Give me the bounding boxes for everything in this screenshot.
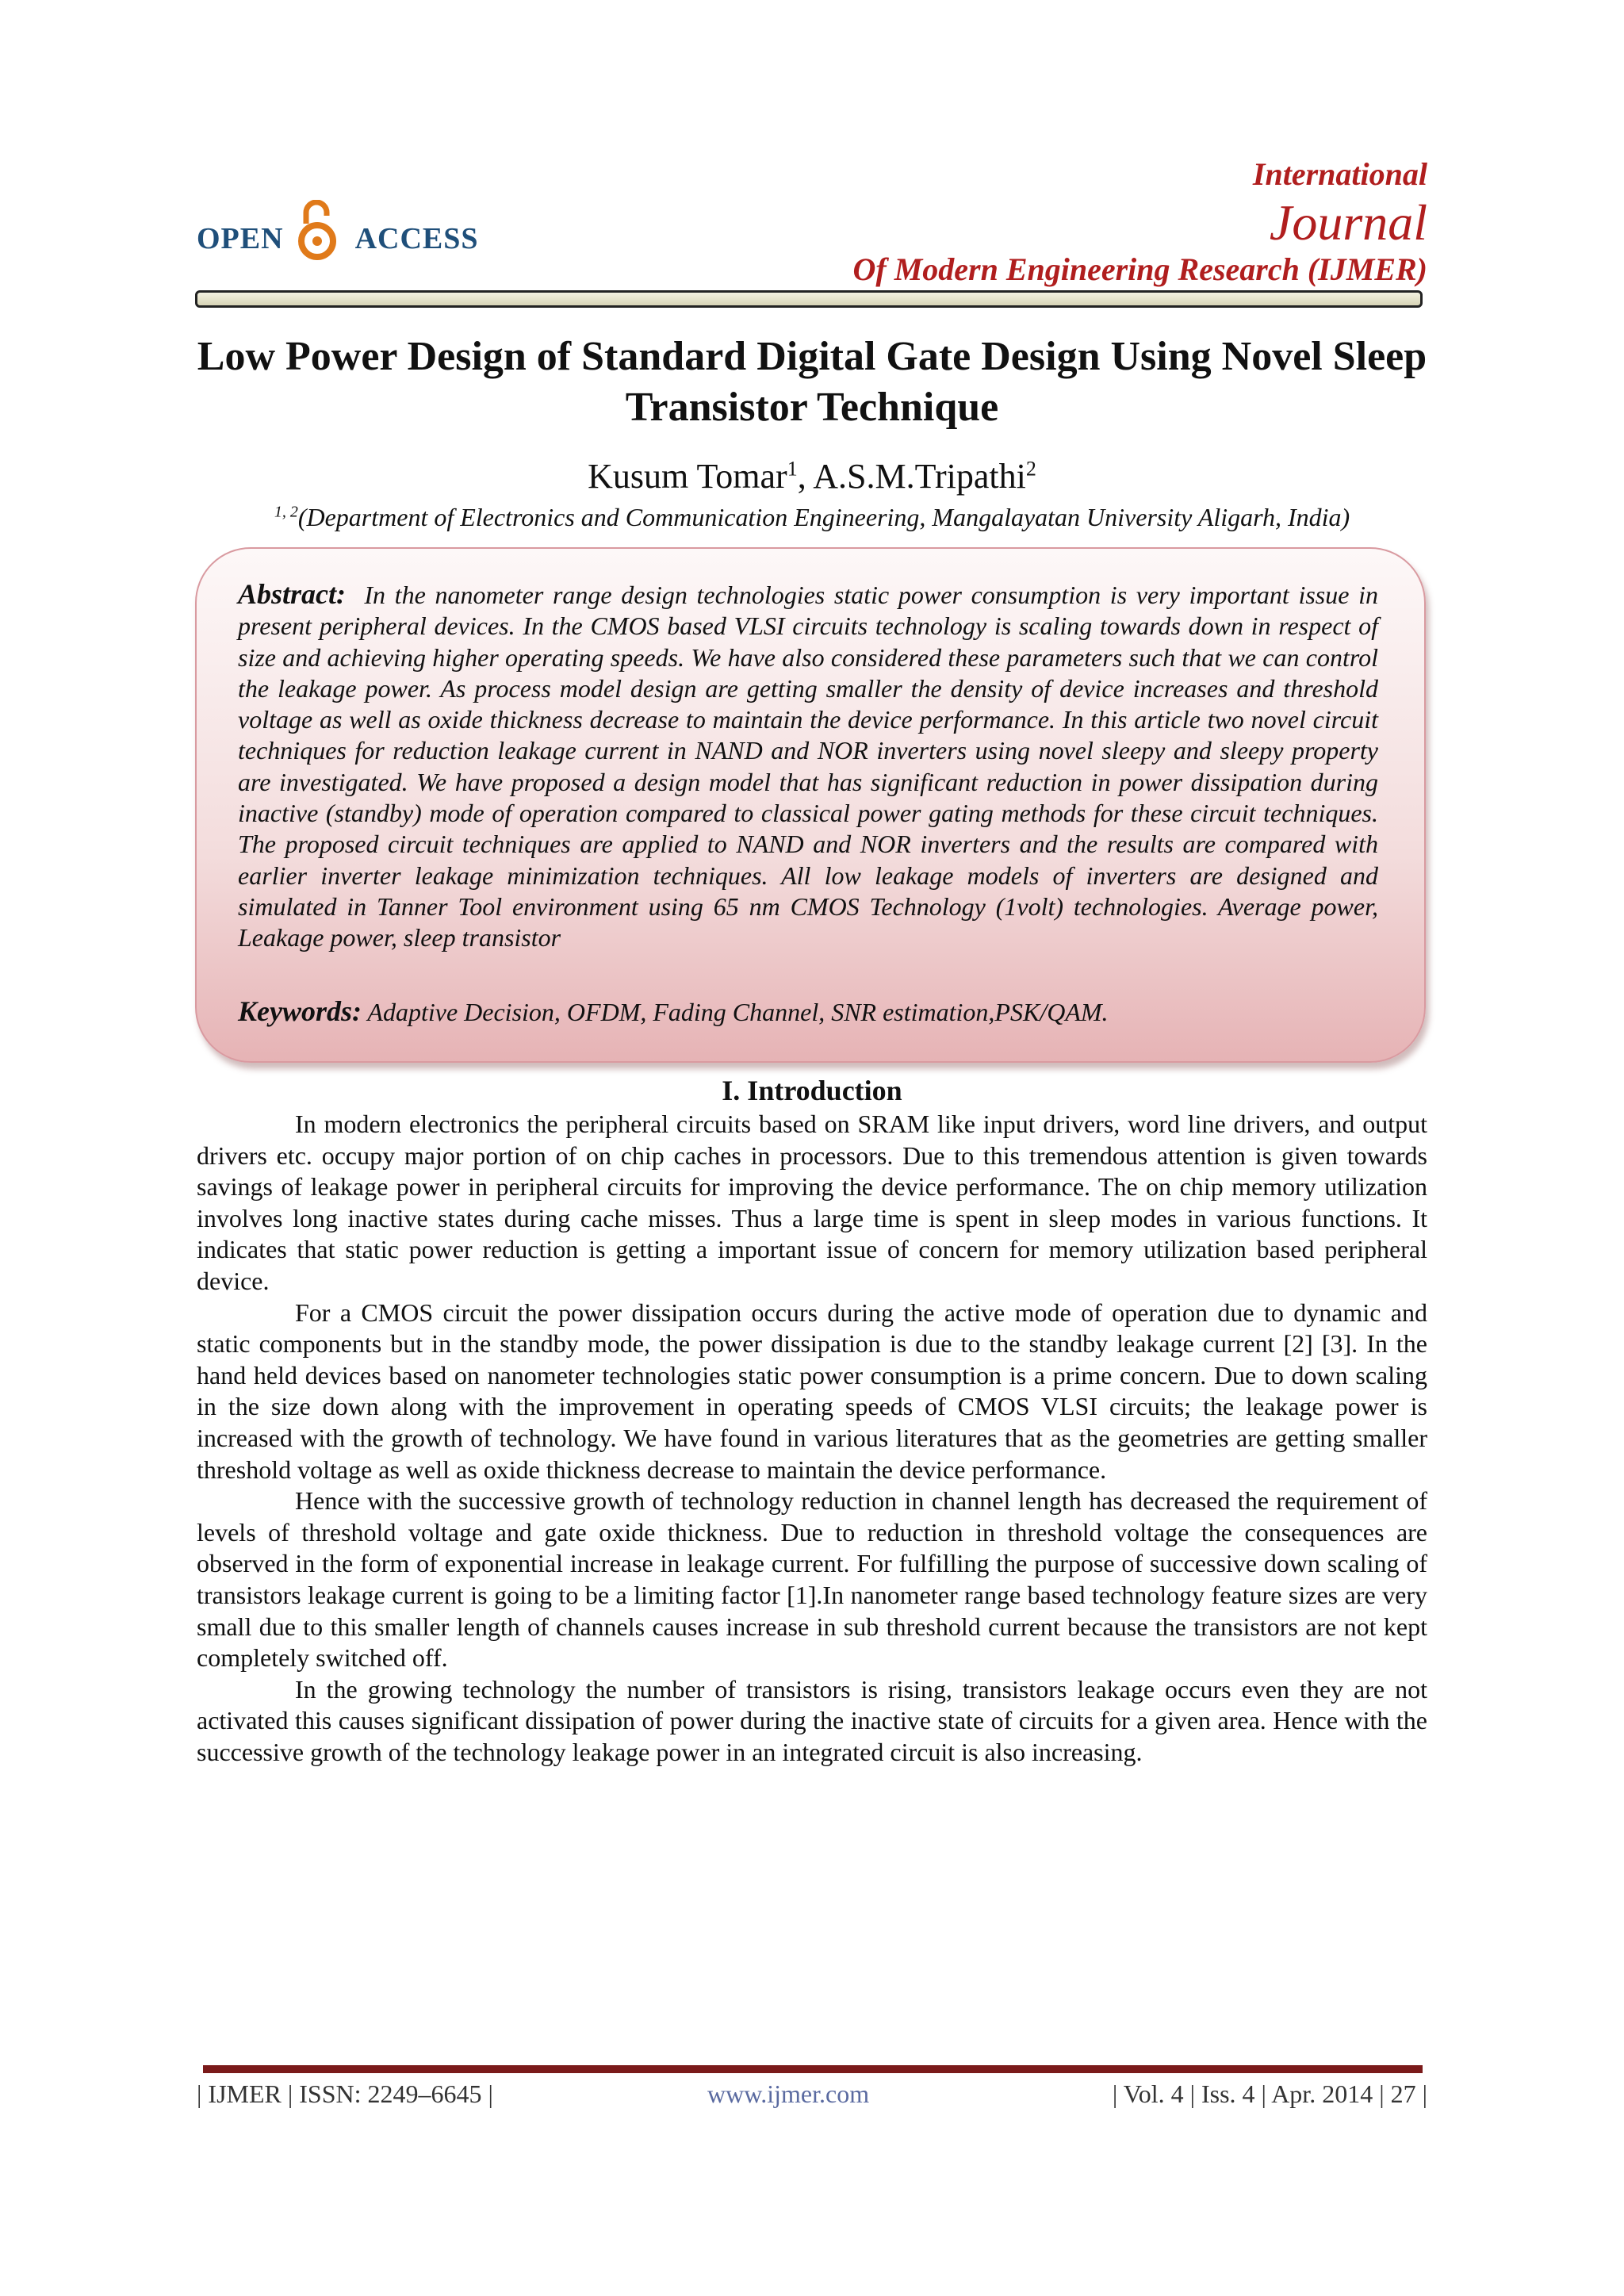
- paper-authors: [159, 456, 1465, 496]
- footer-issn: | IJMER | ISSN: 2249–6645 |: [197, 2079, 493, 2108]
- abstract-label: Abstract: [238, 578, 337, 610]
- author-2-sup: 2: [1025, 457, 1036, 481]
- footer-volume-page: | Vol. 4 | Iss. 4 | Apr. 2014 | 27 |: [1112, 2079, 1427, 2108]
- paper-affiliation: [159, 503, 1465, 532]
- abstract-text: In the nanometer range design technologies static power consumption is very important issue in present peripheral devices. In the CMOS based VLSI circuits technology is scaling towards down in respect of size and achieving higher operating speeds. We have also considered these parameters such that we can control the leakage power. As process model design are getting smaller the density of device increases and threshold voltage as well as oxide thickness decrease to maintain the device performance. In this article two novel circuit techniques for reduction leakage current in NAND and NOR inverters using novel sleepy and sleepy property are investigated. We have proposed a design model that has significant reduction in power dissipation during inactive (standby) mode of operation compared to classical power gating methods for these circuit techniques. The proposed circuit techniques are applied to NAND and NOR inverters and the results are compared with earlier inverter leakage minimization techniques. All low leakage models of inverters are designed and simulated in Tanner Tool environment using 65 nm CMOS Technology (1volt) technologies. Average power, Leakage power, sleep transistor: [238, 581, 1379, 953]
- keywords-label: Keywords:: [238, 995, 362, 1027]
- paper-title: Low Power Design of Standard Digital Gate Design Using Novel Sleep Transistor Technique: [197, 334, 1427, 430]
- open-access-right-text: ACCESS: [354, 222, 479, 255]
- abstract: [238, 579, 1378, 954]
- author-1: Kusum Tomar: [588, 457, 787, 496]
- author-separator: ,: [797, 457, 814, 496]
- keywords: [238, 995, 1378, 1028]
- author-2: A.S.M.Tripathi: [813, 457, 1026, 496]
- paragraph: For a CMOS circuit the power dissipation occurs during the active mode of operation due to dynamic and static components but in the standby mode, the power dissipation is due to the standby leakage current [2] [3]. In the hand held devices based on nanometer technologies static power consumption is a prime concern. Due to down scaling in the size down along with the improvement in operating speeds of CMOS VLSI circuits; the leakage power is increased with the growth of technology. We have found in various literatures that as the geometries are getting smaller threshold voltage as well as oxide thickness decrease to maintain the device performance.: [197, 1297, 1427, 1484]
- footer-divider-bar: [203, 2065, 1423, 2073]
- footer-website-link[interactable]: www.ijmer.com: [707, 2079, 870, 2108]
- author-1-sup: 1: [787, 457, 798, 481]
- open-access-logo: [197, 208, 479, 270]
- journal-name-line3: Of Modern Engineering Research (IJMER): [852, 251, 1427, 287]
- journal-name-line2: Journal: [1269, 194, 1427, 251]
- affiliation-text: (Department of Electronics and Communication Engineering, Mangalayatan University Aligarh, India): [297, 503, 1350, 531]
- header-divider-bar: [195, 290, 1423, 308]
- open-lock-icon: [298, 200, 338, 262]
- section-body: [197, 1109, 1427, 1768]
- open-access-left-text: OPEN: [197, 222, 284, 255]
- journal-name-line1: International: [1252, 156, 1427, 192]
- affiliation-sup: 1, 2: [274, 503, 298, 521]
- paragraph: Hence with the successive growth of technology reduction in channel length has decreased the requirement of levels of threshold voltage and gate oxide thickness. Due to reduction in threshold voltage the consequences are observed in the form of exponential increase in leakage current. For fulfilling the purpose of successive down scaling of transistors leakage current is going to be a limiting factor [1].In nanometer range based technology feature sizes are very small due to this smaller length of channels causes increase in sub threshold current because the transistors are not kept completely switched off.: [197, 1486, 1427, 1673]
- abstract-colon: :: [336, 578, 347, 610]
- keywords-text: Adaptive Decision, OFDM, Fading Channel, SNR estimation,PSK/QAM.: [367, 998, 1109, 1026]
- paragraph: In modern electronics the peripheral circuits based on SRAM like input drivers, word line drivers, and output drivers etc. occupy major portion of on chip caches in processors. Due to this tremendous attention is given towards savings of leakage power in peripheral circuits for improving the device performance. The on chip memory utilization involves long inactive states during cache misses. Thus a large time is spent in sleep modes in various functions. It indicates that static power reduction is getting a important issue of concern for memory utilization based peripheral device.: [197, 1110, 1427, 1295]
- paragraph: In the growing technology the number of transistors is rising, transistors leakage occurs even they are not activated this causes significant dissipation of power during the inactive state of circuits for a given area. Hence with the successive growth of the technology leakage power in an integrated circuit is also increasing.: [197, 1674, 1427, 1766]
- section-heading: I. Introduction: [722, 1075, 902, 1106]
